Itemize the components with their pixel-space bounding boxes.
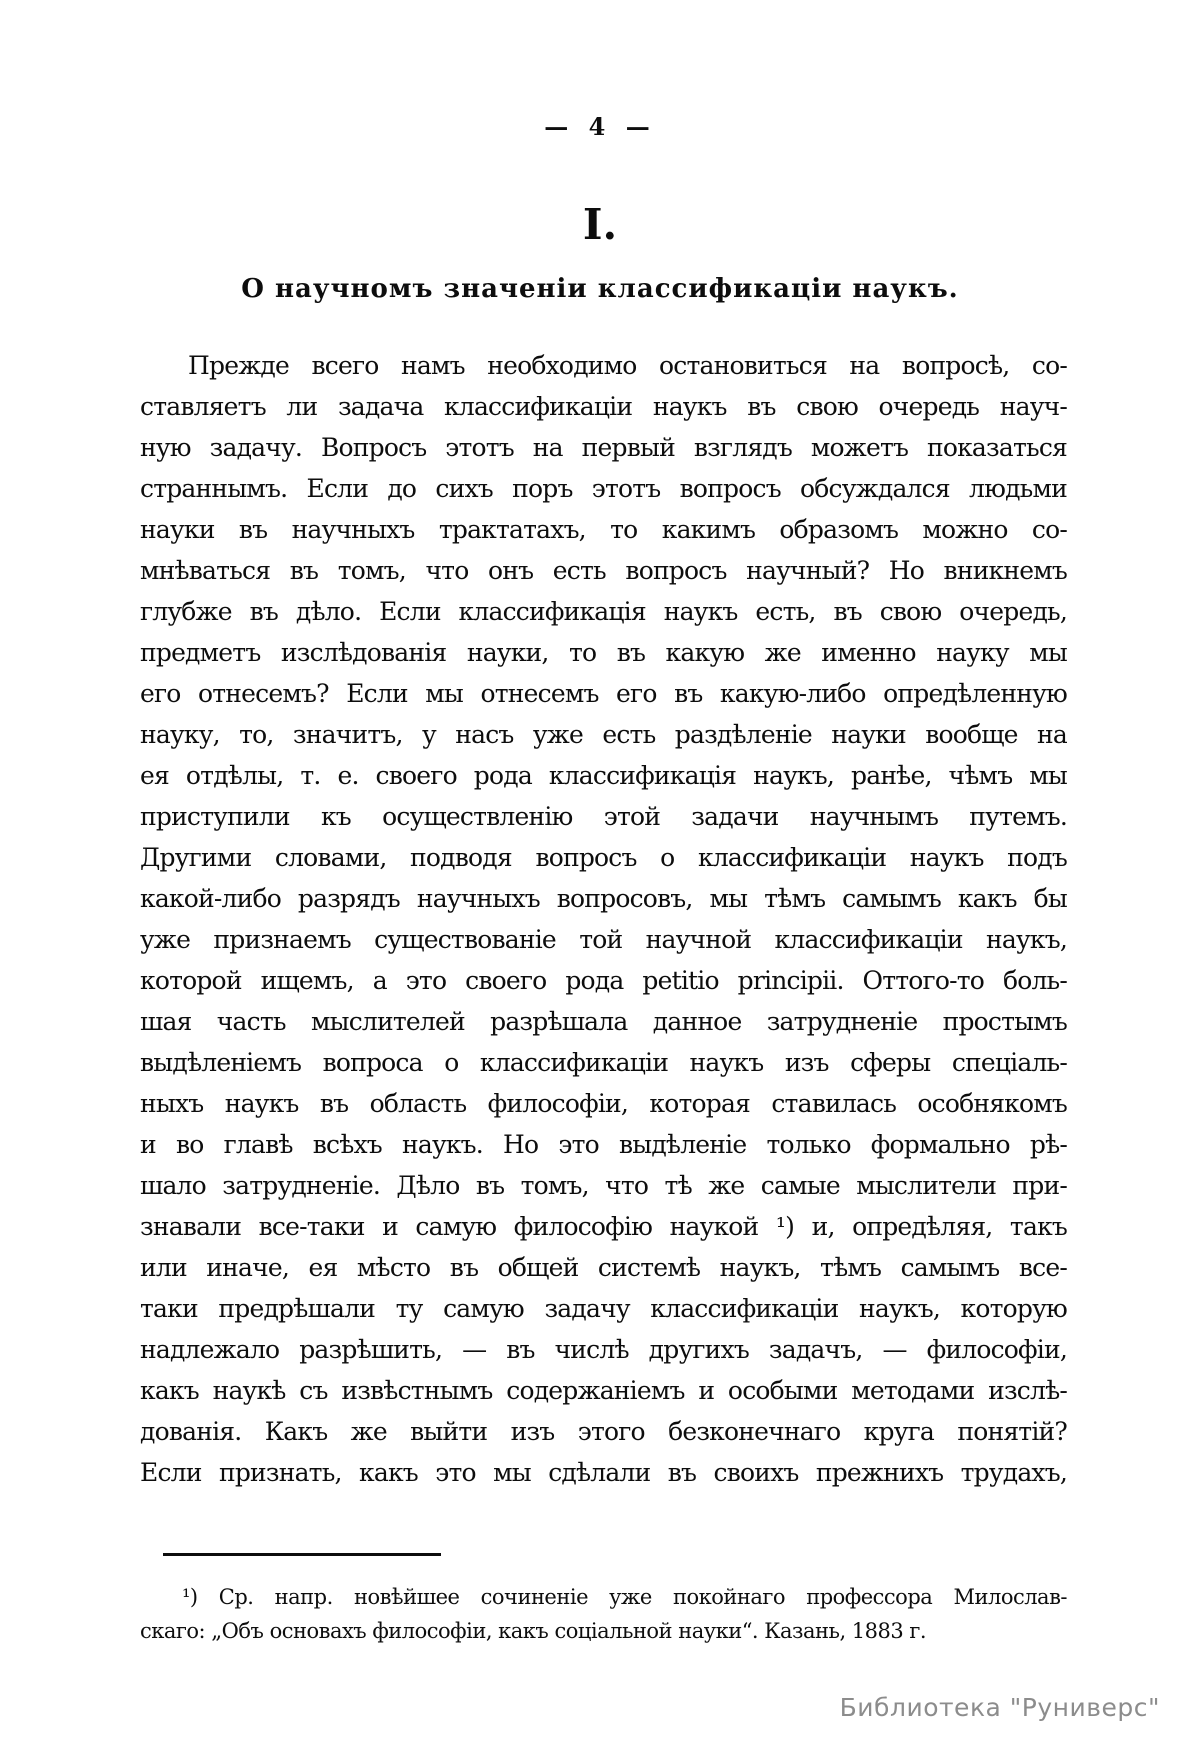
text-line: таки предрѣшали ту самую задачу классификаціи наукъ, которую bbox=[140, 1294, 1067, 1323]
text-line: или иначе, ея мѣсто въ общей системѣ наукъ, тѣмъ самымъ все- bbox=[140, 1253, 1067, 1282]
section-numeral: I. bbox=[582, 200, 618, 249]
text-line: дованія. Какъ же выйти изъ этого безконечнаго круга понятій? bbox=[140, 1417, 1067, 1446]
text-line: шая часть мыслителей разрѣшала данное затрудненіе простымъ bbox=[140, 1007, 1067, 1036]
text-line: и во главѣ всѣхъ наукъ. Но это выдѣленіе только формально рѣ- bbox=[140, 1130, 1067, 1159]
text-line: скаго: „Объ основахъ философіи, какъ соціальной науки“. Казань, 1883 г. bbox=[140, 1619, 927, 1643]
footnote-separator bbox=[163, 1553, 441, 1556]
chapter-title: О научномъ значеніи классификаціи наукъ. bbox=[241, 274, 959, 304]
text-line: выдѣленіемъ вопроса о классификаціи наукъ изъ сферы спеціаль- bbox=[140, 1048, 1067, 1077]
text-line: ставляетъ ли задача классификаціи наукъ въ свою очередь науч- bbox=[140, 392, 1067, 421]
text-line: глубже въ дѣло. Если классификація наукъ есть, въ свою очередь, bbox=[140, 597, 1067, 626]
text-line: уже признаемъ существованіе той научной классификаціи наукъ, bbox=[140, 925, 1067, 954]
text-line: Другими словами, подводя вопросъ о классификаціи наукъ подъ bbox=[140, 843, 1067, 872]
library-watermark: Библиотека "Руниверс" bbox=[839, 1693, 1160, 1722]
text-line: мнѣваться въ томъ, что онъ есть вопросъ научный? Но вникнемъ bbox=[140, 556, 1067, 585]
text-line: его отнесемъ? Если мы отнесемъ его въ какую-либо опредѣленную bbox=[140, 679, 1067, 708]
text-line: Прежде всего намъ необходимо остановиться на вопросѣ, со- bbox=[188, 351, 1067, 380]
text-line: страннымъ. Если до сихъ поръ этотъ вопросъ обсуждался людьми bbox=[140, 474, 1067, 503]
text-line: шало затрудненіе. Дѣло въ томъ, что тѣ же самые мыслители при- bbox=[140, 1171, 1067, 1200]
text-line: знавали все-таки и самую философію наукой ¹) и, опредѣляя, такъ bbox=[140, 1212, 1067, 1241]
text-line: ную задачу. Вопросъ этотъ на первый взглядъ можетъ показаться bbox=[140, 433, 1067, 462]
text-line: надлежало разрѣшить, — въ числѣ другихъ задачъ, — философіи, bbox=[140, 1335, 1067, 1364]
text-line: науку, то, значитъ, у насъ уже есть раздѣленіе науки вообще на bbox=[140, 720, 1067, 749]
text-line: ныхъ наукъ въ область философіи, которая ставилась особнякомъ bbox=[140, 1089, 1067, 1118]
text-line: предметъ изслѣдованія науки, то въ какую же именно науку мы bbox=[140, 638, 1067, 667]
body-text bbox=[140, 345, 1067, 1493]
text-line: какой-либо разрядъ научныхъ вопросовъ, мы тѣмъ самымъ какъ бы bbox=[140, 884, 1067, 913]
text-line: науки въ научныхъ трактатахъ, то какимъ образомъ можно со- bbox=[140, 515, 1067, 544]
page-number: — 4 — bbox=[544, 112, 656, 141]
text-line: какъ наукѣ съ извѣстнымъ содержаніемъ и особыми методами изслѣ- bbox=[140, 1376, 1067, 1405]
footnote bbox=[140, 1580, 1067, 1648]
text-line: ¹) Ср. напр. новѣйшее сочиненіе уже покойнаго профессора Милослав- bbox=[182, 1585, 1067, 1609]
text-line: которой ищемъ, а это своего рода petitio principii. Оттого-то боль- bbox=[140, 966, 1067, 995]
text-line: Если признать, какъ это мы сдѣлали въ своихъ прежнихъ трудахъ, bbox=[140, 1458, 1067, 1487]
text-line: приступили къ осуществленію этой задачи научнымъ путемъ. bbox=[140, 802, 1067, 831]
text-line: ея отдѣлы, т. е. своего рода классификація наукъ, ранѣе, чѣмъ мы bbox=[140, 761, 1067, 790]
